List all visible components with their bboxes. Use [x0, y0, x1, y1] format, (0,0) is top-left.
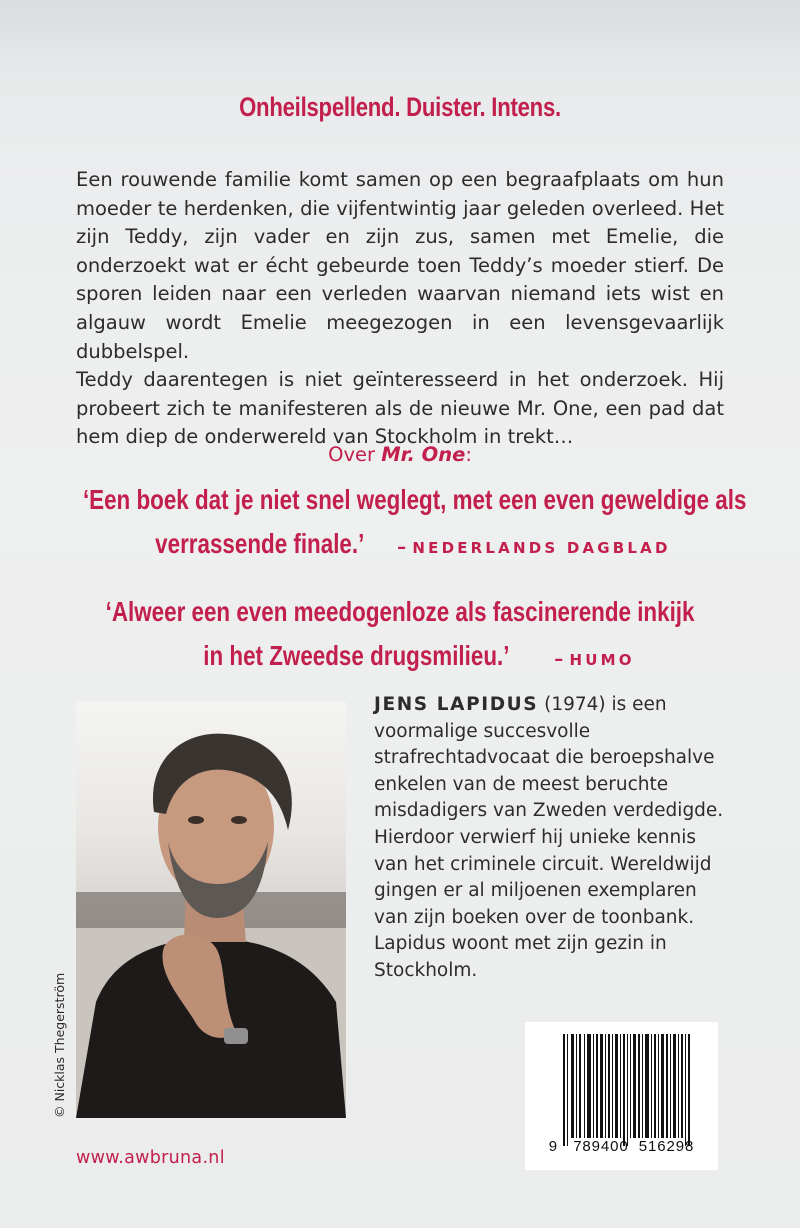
barcode-isbn-prefix: 9: [548, 1138, 558, 1155]
publisher-website[interactable]: www.awbruna.nl: [76, 1148, 225, 1168]
author-name: JENS LAPIDUS: [374, 694, 539, 715]
review-source: NEDERLANDS DAGBLAD: [412, 539, 671, 557]
review-quote-line: in het Zweedse drugsmilieu.’: [203, 640, 510, 671]
reviews-header-title: Mr. One: [381, 443, 466, 466]
barcode-number: [525, 1138, 718, 1155]
review-quote-line: verrassende finale.’: [155, 528, 365, 559]
blurb-paragraph-2: Teddy daarentegen is niet geïnteresseerd in het onderzoek. Hij probeert zich te manifesteren als de nieuwe Mr. One, een pad dat hem diep de onderwereld van Stockholm in trekt…: [76, 368, 724, 449]
photo-credit: © Nicklas Thegerström: [52, 972, 67, 1118]
author-photo: [76, 702, 346, 1118]
author-bio-text: (1974) is een voormalige succesvolle strafrechtadvocaat die beroepshalve enkelen van de meest beruchte misdadigers van Zweden verdedigde. Hierdoor verwierf hij unieke kennis van het criminele circuit. Wereldwijd gingen er al miljoenen exemplaren van zijn boeken over de toonbank. Lapidus woont met zijn gezin in Stockholm.: [374, 694, 724, 981]
blurb-paragraph-1: Een rouwende familie komt samen op een begraafplaats om hun moeder te herdenken, die vijfentwintig jaar geleden overleed. Het zijn Teddy, zijn vader en zijn zus, samen met Emelie, die onderzoekt wat er écht gebeurde toen Teddy’s moeder stierf. De sporen leiden naar een verleden waarvan niemand iets wist en algauw wordt Emelie meegezogen in een levensgevaarlijk dubbelspel.: [76, 168, 724, 363]
author-bio: [374, 692, 734, 985]
review-quote-dash: –: [547, 649, 570, 670]
blurb: [76, 166, 724, 452]
review-quote-dash: –: [390, 537, 413, 558]
review-quote-line: ‘Alweer een even meedogenloze als fascinerende inkijk: [105, 596, 695, 627]
barcode-group-1: 789400: [573, 1138, 629, 1155]
review-quote-line: ‘Een boek dat je niet snel weglegt, met een even geweldige als: [82, 484, 747, 515]
author-portrait-illustration: [76, 702, 346, 1118]
review-source: HUMO: [569, 651, 635, 669]
reviews-header-suffix: :: [465, 443, 472, 466]
tagline: Onheilspellend. Duister. Intens.: [239, 92, 561, 122]
barcode-group-2: 516298: [638, 1138, 695, 1155]
reviews-header: [0, 443, 800, 466]
review-quote: [0, 590, 800, 682]
barcode: [525, 1022, 718, 1170]
reviews-header-prefix: Over: [328, 443, 382, 466]
review-quote: [0, 478, 800, 570]
